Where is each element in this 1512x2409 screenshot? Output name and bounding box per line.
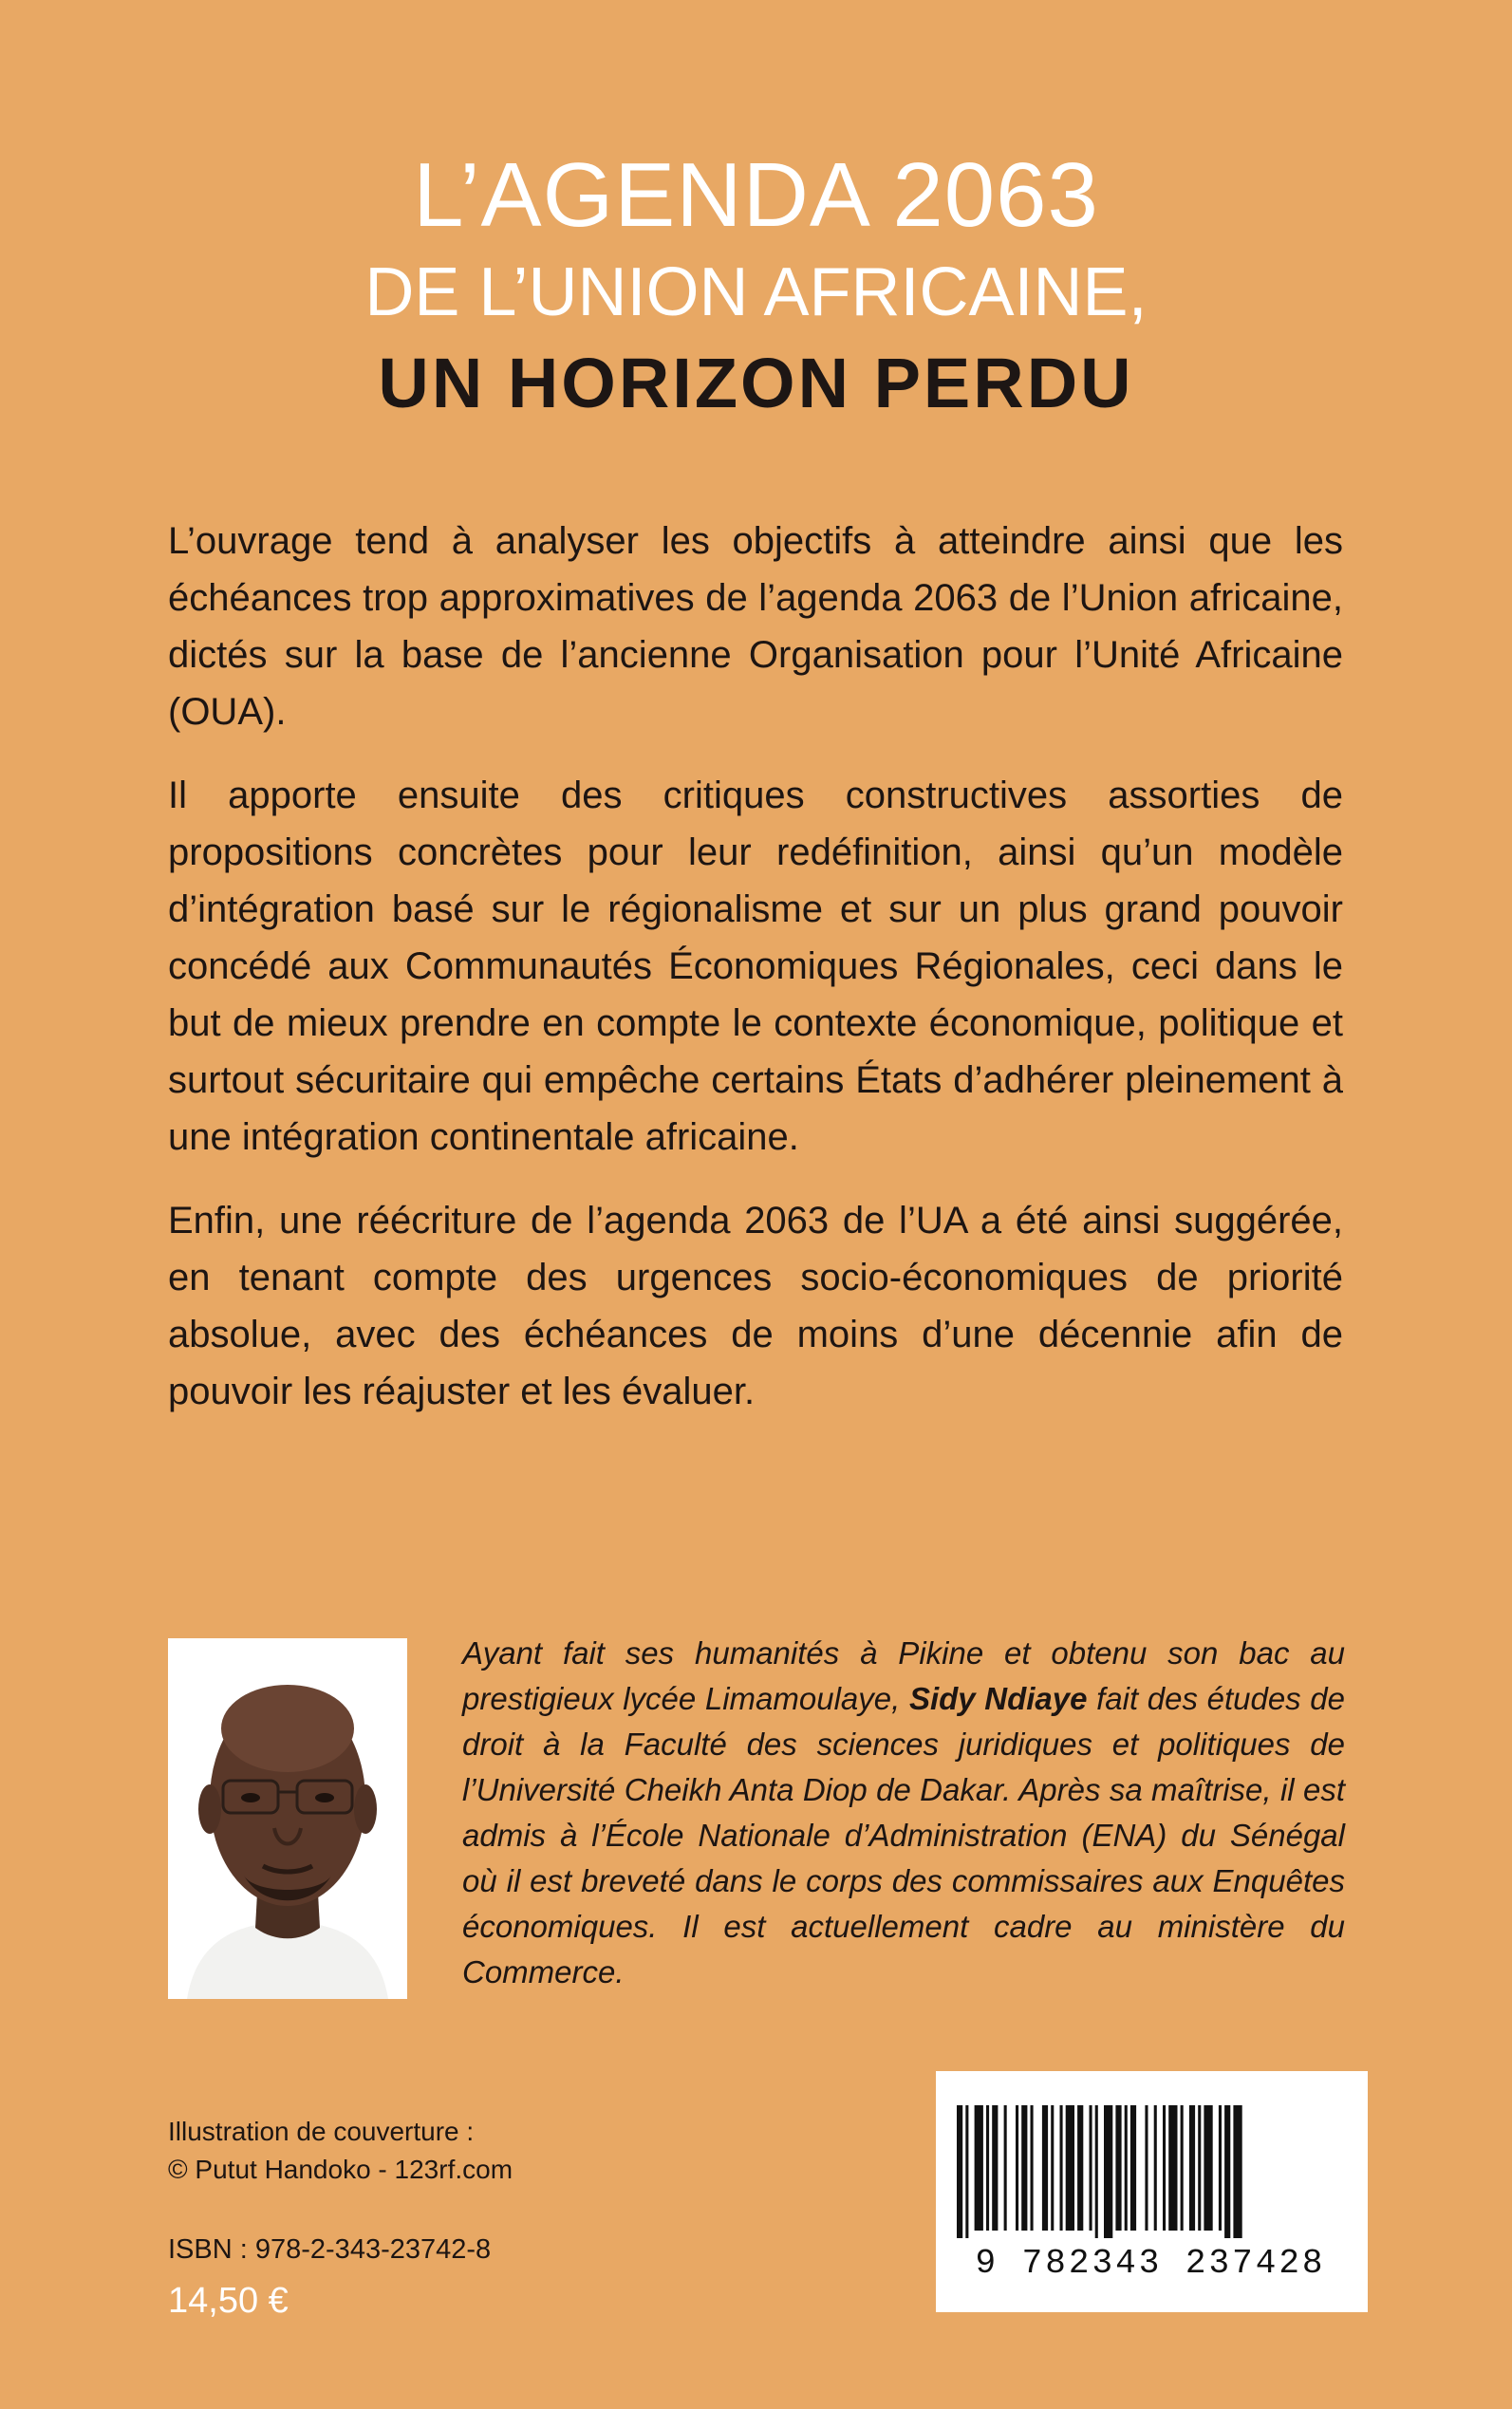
barcode-bar [1077,2105,1083,2231]
author-name: Sidy Ndiaye [908,1681,1088,1716]
barcode-bar [1145,2105,1148,2231]
book-title [0,142,1512,431]
credits-line-2: © Putut Handoko - 123rf.com [168,2155,513,2184]
barcode-bar [1224,2105,1230,2238]
credits-line-1: Illustration de couverture : [168,2117,475,2146]
barcode-bar [1163,2105,1166,2231]
barcode-bar [1204,2105,1212,2231]
summary-paragraph-1: L’ouvrage tend à analyser les objectifs à atteindre ainsi que les échéances trop approximatives de l’agenda 2063 de l’Union africaine, dictés sur la base de l’ancienne Organisation pour l’Unité Africaine (OUA). [168,520,1343,733]
barcode-bar [965,2105,968,2238]
barcode-bar [992,2105,998,2231]
author-bio [462,1631,1345,1995]
bio-text-after: fait des études de droit à la Faculté des sciences juridiques et politiques de l’Université Cheikh Anta Diop de Dakar. Après sa maîtrise, il est admis à l’École Nationale d’Administration (ENA) du Sénégal où il est breveté dans le corps des commissaires aux Enquêtes économiques. Il est actuellement cadre au ministère du Commerce. [462,1681,1346,1989]
barcode-bar [1042,2105,1048,2231]
book-price: 14,50 € [168,2281,289,2321]
barcode-bar [1104,2105,1112,2238]
barcode-bar [1060,2105,1063,2231]
isbn-number: ISBN : 978-2-343-23742-8 [168,2234,492,2265]
barcode-bar [1031,2105,1034,2231]
barcode-bar [1189,2105,1195,2231]
barcode-bar [1095,2105,1098,2238]
author-photo [168,1638,407,1999]
author-portrait-icon [168,1638,407,1999]
barcode-bar [1130,2105,1136,2231]
title-line-2: DE L’UNION AFRICAINE, [364,254,1148,330]
barcode-bar [1198,2105,1201,2231]
summary-paragraph-2: Il apporte ensuite des critiques constructives assorties de propositions concrètes pour leur redéfinition, ainsi qu’un modèle d’intégration basé sur le régionalisme et sur un plus grand pouvoir concédé aux Communautés Économiques Régionales, ceci dans le but de mieux prendre en compte le contexte économique, politique et surtout sécuritaire qui empêche certains États d’adhérer pleinement à une intégration continentale africaine. [168,775,1343,1158]
illustration-credits [168,2113,513,2189]
barcode-bar [957,2105,962,2238]
title-line-3: UN HORIZON PERDU [378,344,1134,422]
barcode-bar [1090,2105,1092,2231]
barcode-bar [1016,2105,1018,2231]
summary-text [168,513,1343,1447]
barcode-bar [1168,2105,1177,2231]
barcode-bar [986,2105,989,2231]
barcode-bar [1219,2105,1222,2231]
barcode-bar [1125,2105,1128,2231]
barcode-bar [1051,2105,1054,2231]
barcode-bar [1115,2105,1121,2231]
barcode-bar [1021,2105,1027,2231]
barcode-bar [1066,2105,1074,2231]
barcode-bar [1233,2105,1241,2238]
barcode [936,2071,1368,2312]
title-line-1: L’AGENDA 2063 [413,144,1099,246]
barcode-bar [1004,2105,1007,2231]
bio-text-before: Ayant fait ses humanités à Pikine et obtenu son bac au prestigieux lycée Limamoulaye, [462,1635,1345,1716]
barcode-bars-icon [951,2105,1350,2238]
barcode-bar [1181,2105,1184,2231]
barcode-bar [1154,2105,1157,2231]
summary-paragraph-3: Enfin, une réécriture de l’agenda 2063 de l’UA a été ainsi suggérée, en tenant compte des urgences socio-économiques de priorité absolue, avec des échéances de moins d’une décennie afin de pouvoir les réajuster et les évaluer. [168,1200,1343,1412]
barcode-digits: 9 782343 237428 [975,2244,1326,2283]
barcode-bar [975,2105,983,2231]
